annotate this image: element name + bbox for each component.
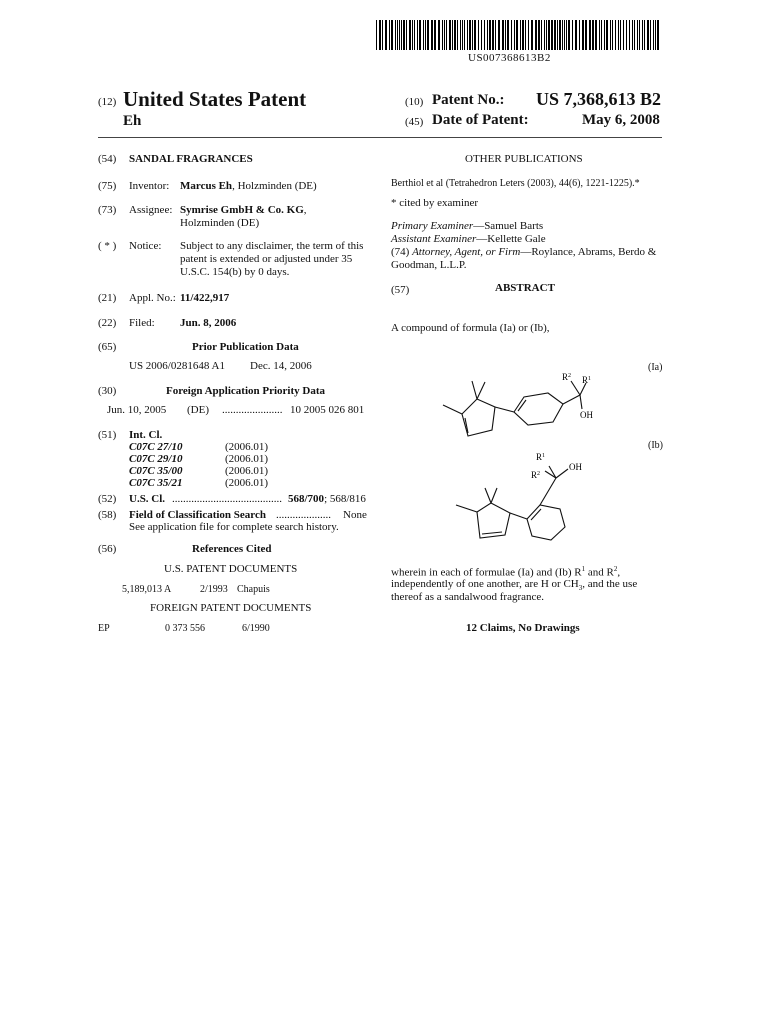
inventor-code: (75) <box>98 180 117 192</box>
barcode-bar <box>520 20 521 50</box>
oh-bond <box>580 395 582 409</box>
barcode-bar <box>446 20 447 50</box>
barcode-bar <box>457 20 458 50</box>
patent-no-value: US 7,368,613 B2 <box>536 89 662 109</box>
barcode-bar <box>626 20 627 50</box>
linker-bond <box>495 407 514 412</box>
barcode-bar <box>657 20 659 50</box>
barcode-bar <box>601 20 602 50</box>
filed-code: (22) <box>98 317 117 329</box>
barcode-bar <box>562 20 563 50</box>
barcode-bar <box>551 20 553 50</box>
us-doc-name: Chapuis <box>237 584 270 595</box>
barcode-bar <box>595 20 597 50</box>
uscl-value <box>288 493 366 505</box>
barcode-bar <box>618 20 619 50</box>
field-note: See application file for complete search history. <box>129 521 339 533</box>
notice-code: ( * ) <box>98 240 117 252</box>
barcode-bar <box>431 20 433 50</box>
intcl-version: (2006.01) <box>225 465 269 477</box>
intcl-class: C07C 29/10 <box>129 453 183 465</box>
prior-publication: US 2006/0281648 A1 <box>129 360 225 372</box>
barcode-bar <box>650 20 651 50</box>
barcode-bar <box>525 20 526 50</box>
uscl-dots: ........................................ <box>172 493 282 505</box>
barcode-bar <box>376 20 377 50</box>
barcode-bar <box>514 20 515 50</box>
wherein-line-3: thereof as a sandalwood fragrance. <box>391 591 545 603</box>
barcode-bar <box>544 20 545 50</box>
foreign-doc-date: 6/1990 <box>242 623 270 634</box>
primary-name: —Samuel Barts <box>473 220 544 232</box>
intcl-code: (51) <box>98 429 117 441</box>
field-value: None <box>343 509 367 521</box>
barcode-bar <box>502 20 504 50</box>
barcode-bar <box>615 20 616 50</box>
barcode-bar <box>478 20 479 50</box>
barcode-bar <box>642 20 643 50</box>
inventor-short: Eh <box>123 113 142 129</box>
code-12: (12) <box>98 96 117 108</box>
foreign-doc-number: 0 373 556 <box>165 623 205 634</box>
r2-label: $R^2$ <box>562 372 572 382</box>
oh-label: OH <box>580 410 593 420</box>
r1-label: $R^1$ <box>536 452 546 462</box>
barcode-bar <box>629 20 630 50</box>
barcode-bar <box>557 20 558 50</box>
barcode-bar <box>531 20 533 50</box>
notice-text-1: Subject to any disclaimer, the term of this <box>180 240 364 252</box>
barcode-bar <box>474 20 476 50</box>
barcode-bar <box>454 20 456 50</box>
field-code: (58) <box>98 509 117 521</box>
inventor-name: Marcus Eh <box>180 180 233 192</box>
barcode-bar <box>434 20 436 50</box>
barcode-bar <box>489 20 491 50</box>
document-type: United States Patent <box>123 87 307 111</box>
barcode-bar <box>379 20 381 50</box>
assistant-examiner <box>391 233 546 245</box>
date-value: May 6, 2008 <box>582 112 660 128</box>
abstract-heading: ABSTRACT <box>495 282 555 294</box>
assignee-label: Assignee: <box>129 204 173 216</box>
barcode-bar <box>644 20 645 50</box>
wherein-line-2: independently of one another, are H or $CH_3$, and the use <box>391 578 638 593</box>
barcode-bar <box>612 20 613 50</box>
ring-methyl <box>443 405 462 414</box>
notice-text-3: U.S.C. 154(b) by 0 days. <box>180 266 290 278</box>
code-45: (45) <box>405 116 424 128</box>
barcode-bar <box>438 20 440 50</box>
intcl-version: (2006.01) <box>225 441 269 453</box>
us-doc-number: 5,189,013 A <box>122 584 172 595</box>
foreign-code: (30) <box>98 385 117 397</box>
intcl-class: C07C 27/10 <box>129 441 183 453</box>
other-pub-heading: OTHER PUBLICATIONS <box>465 153 583 165</box>
uscl-rest: ; 568/816 <box>324 493 366 505</box>
us-docs-heading: U.S. PATENT DOCUMENTS <box>164 563 298 575</box>
gem-methyl <box>491 488 497 503</box>
barcode-bar <box>564 20 565 50</box>
gem-methyl <box>477 382 485 399</box>
barcode-bar <box>585 20 587 50</box>
barcode-bar <box>382 20 383 50</box>
intcl-class: C07C 35/21 <box>129 477 183 489</box>
appl-value: 11/422,917 <box>180 292 230 304</box>
barcode-bar <box>505 20 506 50</box>
barcode-bar <box>406 20 407 50</box>
inventor-location: , Holzminden (DE) <box>232 180 317 192</box>
barcode-bar <box>589 20 591 50</box>
barcode-bar <box>516 20 518 50</box>
r2-label: $R^2$ <box>531 470 541 480</box>
oh-bond <box>556 469 568 478</box>
barcode-bar <box>623 20 624 50</box>
barcode-bar <box>639 20 640 50</box>
cyclohexene-double-bond <box>531 509 541 520</box>
filed-value: Jun. 8, 2006 <box>180 317 237 329</box>
refs-heading: References Cited <box>192 543 272 555</box>
gem-methyl <box>472 381 477 399</box>
barcode-bar <box>554 20 556 50</box>
barcode-bar <box>481 20 482 50</box>
barcode-bar <box>442 20 443 50</box>
filed-label: Filed: <box>129 317 155 329</box>
barcode-bar <box>389 20 390 50</box>
formula-b-label: (Ib) <box>648 440 663 451</box>
barcode-bar <box>637 20 638 50</box>
date-label: Date of Patent: <box>432 112 529 128</box>
barcode-bar <box>427 20 429 50</box>
assignee-value <box>180 204 307 216</box>
intcl-class: C07C 35/00 <box>129 465 183 477</box>
barcode-bar <box>419 20 421 50</box>
primary-label: Primary Examiner <box>391 220 474 232</box>
barcode-bar <box>535 20 537 50</box>
formula-ib-structure <box>450 445 600 545</box>
barcode-bar <box>582 20 584 50</box>
notice-text-2: patent is extended or adjusted under 35 <box>180 253 353 265</box>
barcode-bar <box>460 20 461 50</box>
appl-code: (21) <box>98 292 117 304</box>
barcode-bar <box>412 20 413 50</box>
ring-double-bond <box>482 532 502 534</box>
barcode-bar <box>409 20 411 50</box>
barcode-bar <box>401 20 402 50</box>
us-doc-date: 2/1993 <box>200 584 228 595</box>
foreign-date: Jun. 10, 2005 <box>107 404 167 416</box>
attorney-label: Attorney, Agent, or Firm <box>412 246 521 258</box>
barcode-bar <box>464 20 465 50</box>
foreign-heading: Foreign Application Priority Data <box>166 385 325 397</box>
barcode-bar <box>452 20 453 50</box>
barcode-bar <box>634 20 635 50</box>
title-code: (54) <box>98 153 117 165</box>
attorney-name-2: Goodman, L.L.P. <box>391 259 467 271</box>
barcode-bar <box>469 20 471 50</box>
barcode-bar <box>414 20 415 50</box>
barcode-bar <box>417 20 418 50</box>
header-rule <box>98 137 662 138</box>
abstract-code: (57) <box>391 284 410 296</box>
barcode-bar <box>425 20 426 50</box>
barcode-bar <box>599 20 600 50</box>
barcode-bar <box>484 20 485 50</box>
barcode-bar <box>610 20 611 50</box>
attorney <box>391 246 656 258</box>
barcode-bar <box>399 20 400 50</box>
gem-methyl <box>485 488 491 503</box>
intcl-version: (2006.01) <box>225 453 269 465</box>
r2-bond <box>571 381 580 395</box>
patent-no-label: Patent No.: <box>432 92 505 108</box>
prior-date: Dec. 14, 2006 <box>250 360 312 372</box>
barcode-bar <box>575 20 577 50</box>
barcode-bar <box>647 20 649 50</box>
barcode-bar <box>568 20 570 50</box>
barcode-bar <box>403 20 405 50</box>
barcode-bar <box>423 20 424 50</box>
barcode-bar <box>395 20 396 50</box>
barcode-bar <box>397 20 398 50</box>
code-10: (10) <box>405 96 424 108</box>
barcode-bar <box>620 20 621 50</box>
inventor-label: Inventor: <box>129 180 170 192</box>
barcode <box>376 20 662 50</box>
uscl-main: 568/700 <box>288 493 325 505</box>
barcode-bar <box>449 20 451 50</box>
barcode-bar <box>511 20 512 50</box>
assistant-label: Assistant Examiner <box>391 233 477 245</box>
refs-code: (56) <box>98 543 117 555</box>
barcode-bar <box>538 20 540 50</box>
barcode-bar <box>579 20 580 50</box>
barcode-bar <box>507 20 509 50</box>
assignee-comma: , <box>303 204 307 216</box>
linker-bond <box>510 513 527 519</box>
barcode-bar <box>548 20 550 50</box>
primary-examiner <box>391 220 543 232</box>
field-dots: .................... <box>276 509 331 521</box>
notice-label: Notice: <box>129 240 162 252</box>
appl-label: Appl. No.: <box>129 292 176 304</box>
cyclohexene-ring <box>514 393 563 425</box>
other-pub: Berthiol et al (Tetrahedron Leters (2003), 44(6), 1221-1225).* <box>391 178 640 189</box>
abstract-intro: A compound of formula (Ia) or (Ib), <box>391 322 550 334</box>
r1-label: $R^1$ <box>582 375 592 385</box>
barcode-bar <box>559 20 561 50</box>
assignee-code: (73) <box>98 204 117 216</box>
barcode-bar <box>495 20 496 50</box>
side-chain-bond <box>540 478 556 505</box>
barcode-bar <box>606 20 608 50</box>
barcode-bar <box>385 20 387 50</box>
barcode-bar <box>604 20 605 50</box>
wherein-line-1: wherein in each of formulae (Ia) and (Ib) $R^1$ and $R^2$, <box>391 565 621 579</box>
assignee-name: Symrise GmbH & Co. KG <box>180 204 304 216</box>
barcode-bar <box>632 20 633 50</box>
patent-title: SANDAL FRAGRANCES <box>129 153 253 165</box>
claims-summary: 12 Claims, No Drawings <box>466 622 580 634</box>
foreign-docs-heading: FOREIGN PATENT DOCUMENTS <box>150 602 312 614</box>
cyclohexene-double-bond <box>518 400 526 411</box>
oh-label: OH <box>569 462 582 472</box>
uscl-label: U.S. Cl. <box>129 493 166 505</box>
barcode-number: US007368613B2 <box>468 52 551 64</box>
prior-heading: Prior Publication Data <box>192 341 299 353</box>
assignee-location: Holzminden (DE) <box>180 217 260 229</box>
foreign-dots: ...................... <box>222 404 283 416</box>
barcode-bar <box>592 20 594 50</box>
barcode-bar <box>541 20 542 50</box>
barcode-bar <box>566 20 567 50</box>
side-chain-bond <box>563 395 580 404</box>
barcode-bar <box>572 20 573 50</box>
attorney-name-1: —Roylance, Abrams, Berdo & <box>520 246 657 258</box>
foreign-country: (DE) <box>187 404 209 416</box>
formula-ia-structure <box>430 365 610 445</box>
barcode-bar <box>467 20 468 50</box>
barcode-bar <box>391 20 393 50</box>
ring-methyl <box>456 505 477 512</box>
prior-code: (65) <box>98 341 117 353</box>
barcode-bar <box>444 20 445 50</box>
barcode-bar <box>546 20 547 50</box>
assistant-name: —Kellette Gale <box>476 233 546 245</box>
barcode-bar <box>472 20 473 50</box>
barcode-bar <box>462 20 463 50</box>
barcode-bar <box>653 20 654 50</box>
foreign-doc-country: EP <box>98 623 110 634</box>
barcode-bar <box>498 20 500 50</box>
intcl-label: Int. Cl. <box>129 429 163 441</box>
barcode-bar <box>655 20 656 50</box>
attorney-code: (74) <box>391 246 410 258</box>
formula-a-label: (Ia) <box>648 362 663 373</box>
cited-note: * cited by examiner <box>391 197 479 209</box>
intcl-version: (2006.01) <box>225 477 269 489</box>
field-label: Field of Classification Search <box>129 509 266 521</box>
uscl-code: (52) <box>98 493 117 505</box>
foreign-number: 10 2005 026 801 <box>290 404 365 416</box>
barcode-bar <box>492 20 494 50</box>
inventor-value <box>180 180 317 192</box>
cyclohexene-ring <box>527 505 565 540</box>
barcode-bar <box>528 20 529 50</box>
barcode-bar <box>522 20 524 50</box>
barcode-bar <box>487 20 488 50</box>
